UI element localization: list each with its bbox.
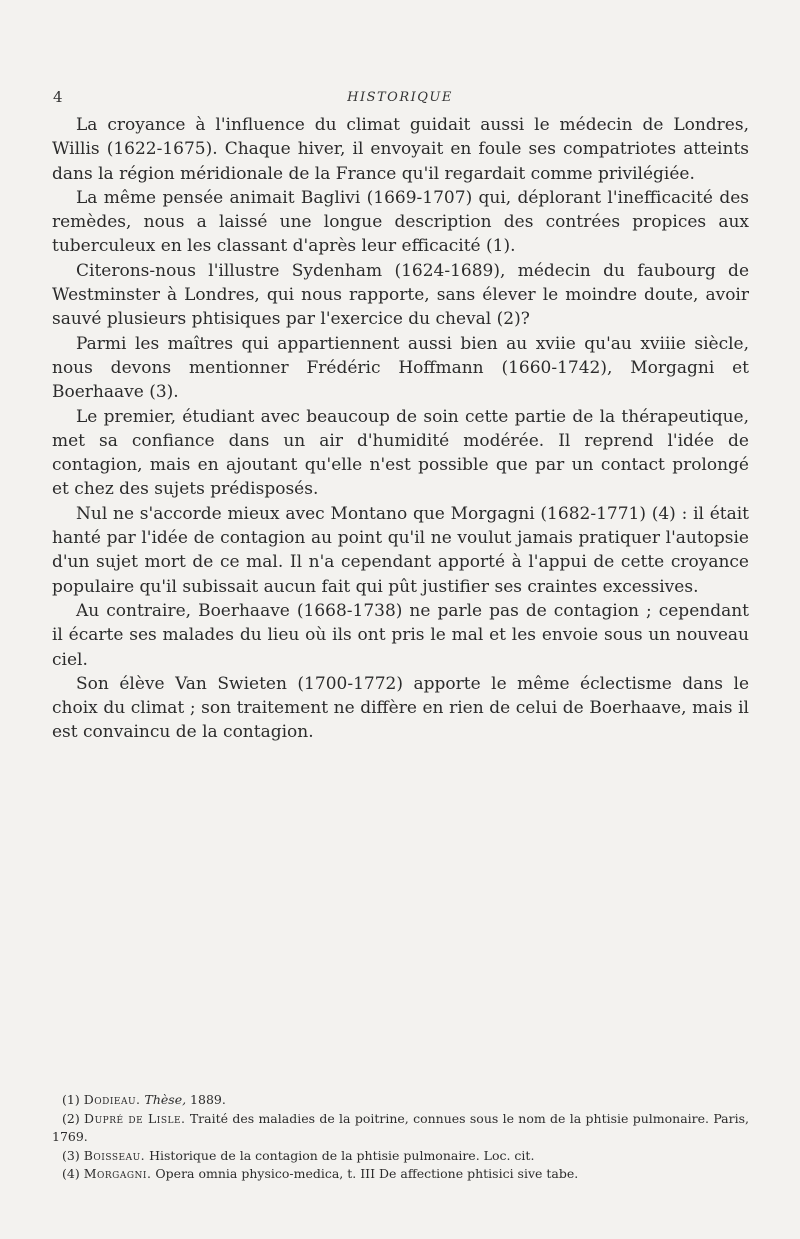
footnote-author: Morgagni. [83, 1166, 152, 1181]
footnote [52, 1147, 749, 1166]
paragraph: La même pensée animait Baglivi (1669-1707) qui, déplorant l'inefficacité des remèdes, nous a laissé une longue description des contrées propices aux tuberculeux en les classant d'après leur efficacité (1). [52, 187, 749, 257]
paragraph: Nul ne s'accorde mieux avec Montano que Morgagni (1682-1771) (4) : il était hanté par l'idée de contagion au point qu'il ne voulut jamais pratiquer l'autopsie d'un sujet mort de ce mal. Il n'a cependant apporté à l'appui de cette croyance populaire qu'il subissait aucun fait qui pût justifier ses craintes excessives. [52, 503, 749, 597]
paragraph: Son élève Van Swieten (1700-1772) apporte le même éclectisme dans le choix du climat ; son traitement ne diffère en rien de celui de Boerhaave, mais il est convaincu de la contagion. [52, 673, 749, 743]
footnote-title: Thèse, [144, 1092, 187, 1107]
footnote-text: Opera omnia physico-medica, t. III De affectione phtisici sive tabe. [151, 1166, 579, 1181]
footnote-author: Boisseau. [83, 1147, 146, 1163]
footnotes [52, 1091, 749, 1184]
footnote [52, 1165, 749, 1184]
footnote-text: 1889. [186, 1092, 226, 1107]
running-head: HISTORIQUE [347, 90, 453, 105]
footnote-number: (1) [62, 1092, 80, 1107]
page-number: 4 [53, 88, 63, 106]
paragraph: Citerons-nous l'illustre Sydenham (1624-1689), médecin du faubourg de Westminster à Londres, qui nous rapporte, sans élever le moindre doute, avoir sauvé plusieurs phtisiques par l'exercice du cheval (2)? [52, 260, 749, 330]
footnote-text: Historique de la contagion de la phtisie pulmonaire. Loc. cit. [145, 1147, 535, 1163]
body-text [52, 113, 749, 745]
footnote-number: (4) [62, 1166, 80, 1181]
paragraph: Le premier, étudiant avec beaucoup de soin cette partie de la thérapeutique, met sa confiance dans un air d'humidité modérée. Il reprend l'idée de contagion, mais en ajoutant qu'elle n'est possible que par un contact prolongé et chez des sujets prédisposés. [52, 406, 749, 500]
footnote-number: (2) [62, 1110, 80, 1126]
footnote [52, 1110, 749, 1147]
footnote-author: Dupré de Lisle. [84, 1110, 186, 1126]
footnote-text: Traité des maladies de la poitrine, connues sous le nom de la phtisie pulmonaire. Paris, 1769. [52, 1110, 749, 1144]
footnote-author: Dodieau. [83, 1092, 141, 1107]
paragraph: Parmi les maîtres qui appartiennent aussi bien au xviie qu'au xviiie siècle, nous devons mentionner Frédéric Hoffmann (1660-1742), Morgagni et Boerhaave (3). [52, 333, 749, 403]
paragraph: La croyance à l'influence du climat guidait aussi le médecin de Londres, Willis (1622-1675). Chaque hiver, il envoyait en foule ses compatriotes atteints dans la région méridionale de la France qu'il regardait comme privilégiée. [52, 115, 749, 184]
footnote-number: (3) [62, 1147, 80, 1163]
paragraph: Au contraire, Boerhaave (1668-1738) ne parle pas de contagion ; cependant il écarte ses malades du lieu où ils ont pris le mal et les envoie sous un nouveau ciel. [52, 600, 749, 670]
footnote [52, 1091, 749, 1110]
